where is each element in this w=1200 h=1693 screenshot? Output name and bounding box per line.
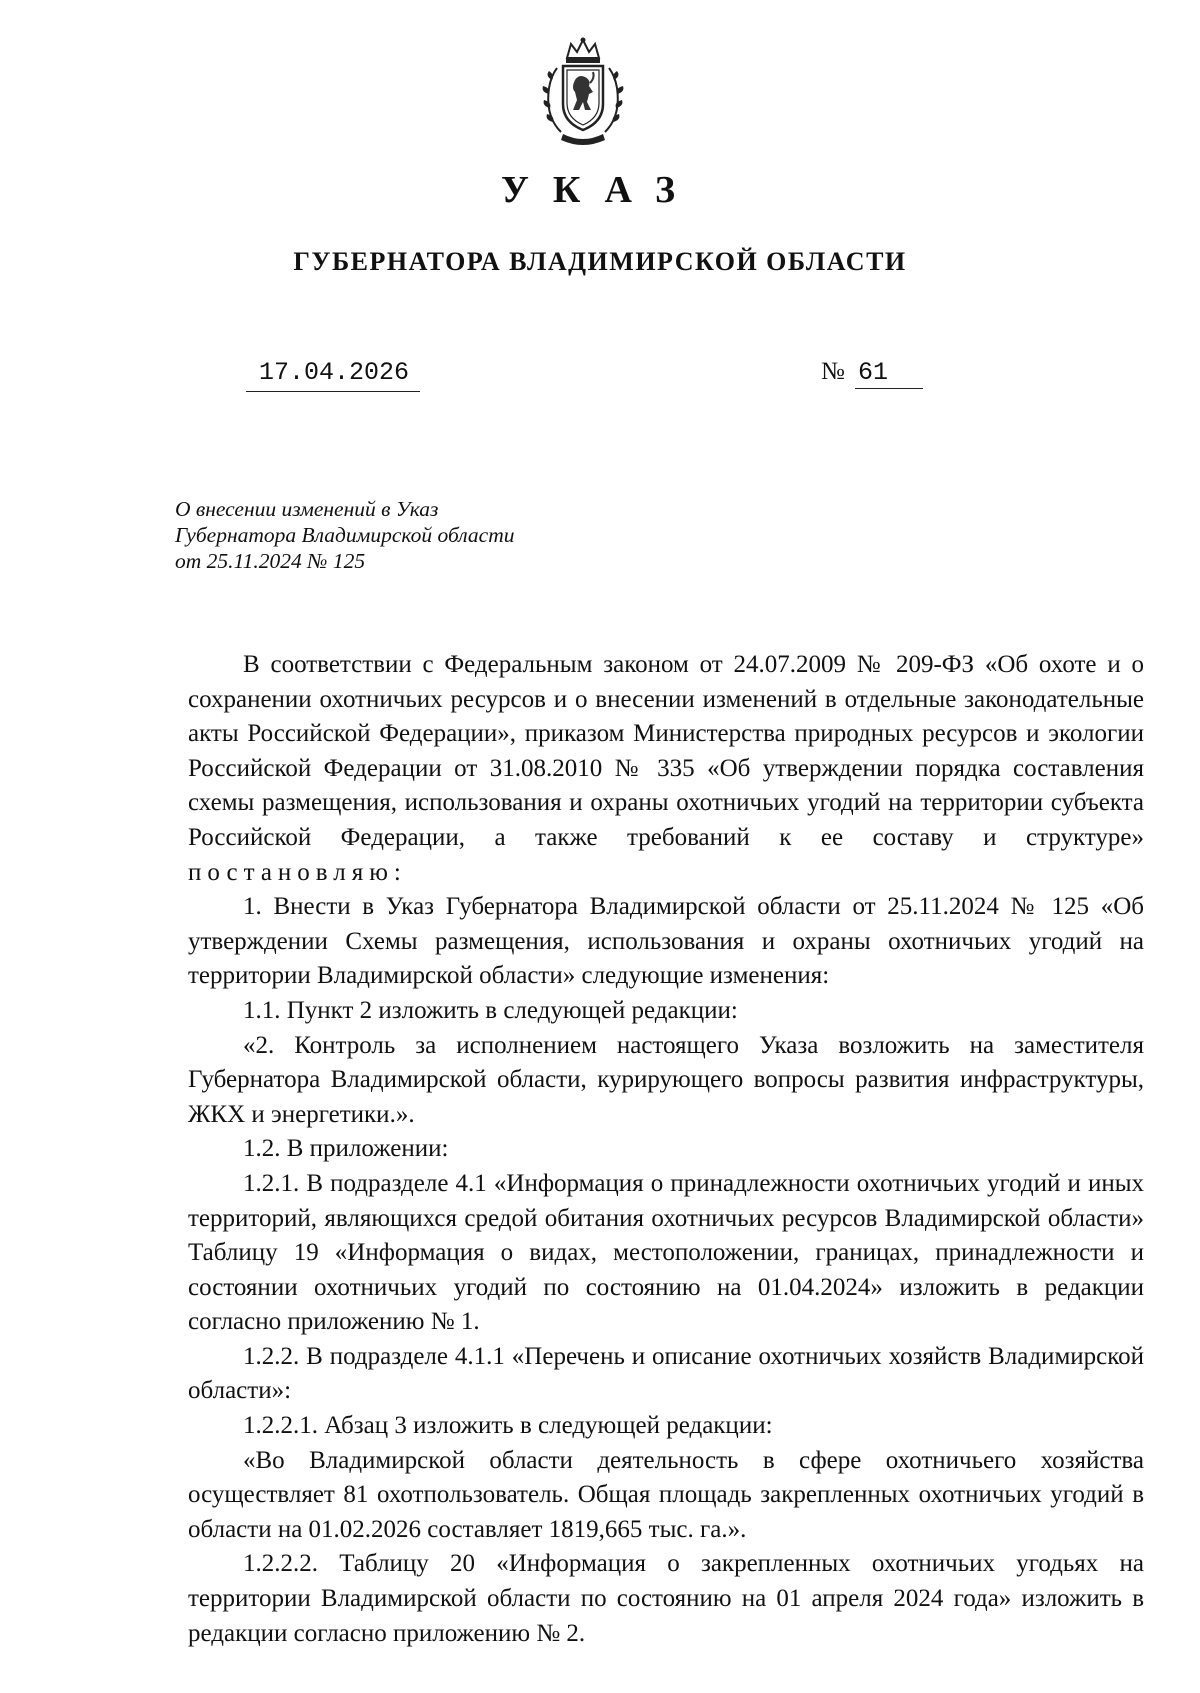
decree-number: 61 [858, 358, 889, 387]
paragraph-1-2-2-1: 1.2.2.1. Абзац 3 изложить в следующей редакции: [243, 1412, 773, 1440]
issuer-title: ГУБЕРНАТОРА ВЛАДИМИРСКОЙ ОБЛАСТИ [293, 247, 907, 276]
document-title: УКАЗ [501, 169, 699, 211]
subject-line: от 25.11.2024 № 125 [175, 549, 366, 573]
paragraph-1-1-text: «2. Контроль за исполнением настоящего Указа возложить на заместителя Губернатора Владимирской области, курирующего вопросы развития инфраструктуры, ЖКХ и энергетики.». [188, 1031, 1144, 1128]
paragraph-1-2-2: 1.2.2. В подразделе 4.1.1 «Перечень и описание охотничьих хозяйств Владимирской области»: [188, 1342, 1144, 1405]
paragraph-1: 1. Внести в Указ Губернатора Владимирской области от 25.11.2024 № 125 «Об утверждении Схемы размещения, использования и охраны охотничьих угодий на территории Владимирской области» следующие изменения: [188, 893, 1144, 990]
paragraph-1-2: 1.2. В приложении: [243, 1135, 449, 1163]
paragraph-1-2-2-2: 1.2.2.2. Таблицу 20 «Информация о закрепленных охотничьих угодьях на территории Владимирской области по состоянию на 01 апреля 2024 года» изложить в редакции согласно приложению № 2. [188, 1550, 1144, 1647]
decree-date: 17.04.2026 [258, 358, 410, 387]
decree-body [188, 648, 1144, 1651]
paragraph-1-1: 1.1. Пункт 2 изложить в следующей редакции: [243, 996, 738, 1024]
paragraph-1-2-1: 1.2.1. В подразделе 4.1 «Информация о принадлежности охотничьих угодий и иных территорий, являющихся средой обитания охотничьих ресурсов Владимирской области» Таблицу 19 «Информация о видах, местоположении, границах, принадлежности и состоянии охотничьих угодий по состоянию на 01.04.2024» изложить в редакции согласно приложению № 1. [188, 1169, 1144, 1336]
paragraph-1-2-2-1-text: «Во Владимирской области деятельность в сфере охотничьего хозяйства осуществляет 81 охотпользователь. Общая площадь закрепленных охотничьих угодий в области на 01.02.2026 составляет 1819,665 тыс. га.». [188, 1446, 1144, 1543]
subject-line: Губернатора Владимирской области [175, 523, 515, 547]
preamble-text: В соответствии с Федеральным законом от 24.07.2009 № 209-ФЗ «Об охоте и о сохранении охотничьих ресурсов и о внесении изменений в отдельные законодательные акты Российской Федерации», приказом Министерства природных ресурсов и экологии Российской Федерации от 31.08.2010 № 335 «Об утверждении порядка составления схемы размещения, использования и охраны охотничьих угодий на территории субъекта Российской Федерации, а также требований к ее составу и структуре» [188, 651, 1144, 851]
subject-line: О внесении изменений в Указ [175, 497, 439, 521]
date-underline [246, 391, 420, 392]
number-underline [855, 388, 923, 389]
preamble-paragraph [188, 648, 1144, 890]
coat-of-arms-icon [533, 36, 633, 148]
number-label: № [821, 358, 845, 385]
decree-subject [175, 496, 675, 574]
decree-word: постановляю: [188, 858, 407, 886]
